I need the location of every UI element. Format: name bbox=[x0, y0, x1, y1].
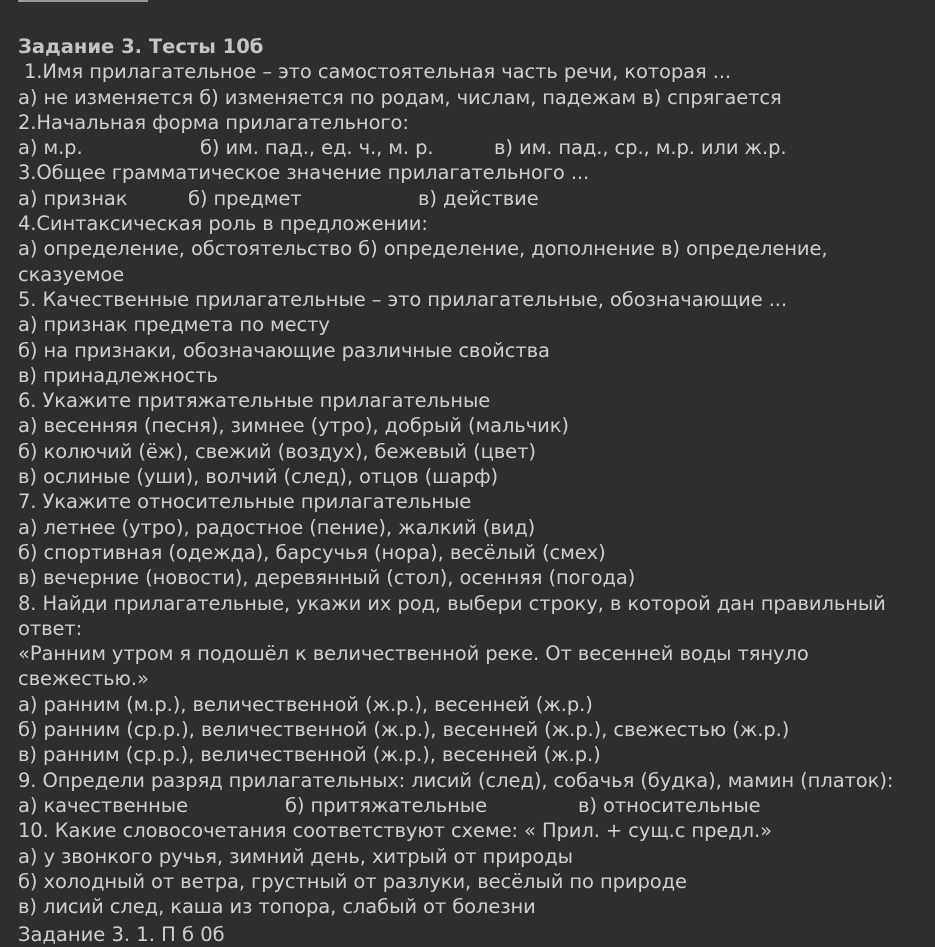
question-9-answers bbox=[18, 793, 923, 818]
question-3-answers bbox=[18, 186, 923, 211]
question-7-answer-a: а) летнее (утро), радостное (пение), жалкий (вид) bbox=[18, 515, 536, 539]
question-8-quote-continued: свежестью.» bbox=[18, 667, 149, 691]
answer-b: б) им. пад., ед. ч., м. р. bbox=[200, 136, 434, 160]
question-10-answer-b: б) холодный от ветра, грустный от разлуки, весёлый по природе bbox=[18, 869, 687, 893]
question-8-answer-c: в) ранним (ср.р.), величественной (ж.р.), весенней (ж.р.) bbox=[18, 743, 601, 767]
answer-c: в) им. пад., ср., м.р. или ж.р. bbox=[494, 136, 787, 160]
next-task-cut-off: Задание 3. 1. П б 0б bbox=[18, 923, 225, 946]
question-9: 9. Определи разряд прилагательных: лисий (след), собачья (будка), мамин (платок): bbox=[18, 768, 894, 792]
answer-b: б) предмет bbox=[188, 186, 302, 210]
question-4: 4.Синтаксическая роль в предложении: bbox=[18, 212, 428, 236]
question-2: 2.Начальная форма прилагательного: bbox=[18, 110, 409, 134]
question-4-answers-continued: сказуемое bbox=[18, 262, 125, 286]
question-8-answer-a: а) ранним (м.р.), величественной (ж.р.), весенней (ж.р.) bbox=[18, 692, 593, 716]
question-7-answer-b: б) спортивная (одежда), барсучья (нора), весёлый (смех) bbox=[18, 540, 606, 564]
question-8: 8. Найди прилагательные, укажи их род, выбери строку, в которой дан правильный bbox=[18, 591, 886, 615]
question-8-quote: «Ранним утром я подошёл к величественной реке. От весенней воды тянуло bbox=[18, 642, 809, 666]
question-10-answer-a: а) у звонкого ручья, зимний день, хитрый от природы bbox=[18, 844, 573, 868]
question-6-answer-c: в) ослиные (уши), волчий (след), отцов (шарф) bbox=[18, 465, 499, 489]
task-title: Задание 3. Тесты 10б bbox=[18, 35, 264, 58]
question-3: 3.Общее грамматическое значение прилагательного ... bbox=[18, 161, 590, 185]
question-4-answers: а) определение, обстоятельство б) определение, дополнение в) определение, bbox=[18, 237, 828, 261]
question-10-answer-c: в) лисий след, каша из топора, слабый от болезни bbox=[18, 895, 536, 919]
question-10: 10. Какие словосочетания соответствуют схеме: « Прил. + сущ.с предл.» bbox=[18, 819, 772, 843]
answer-c: в) относительные bbox=[578, 793, 761, 817]
question-6: 6. Укажите притяжательные прилагательные bbox=[18, 389, 491, 413]
question-7: 7. Укажите относительные прилагательные bbox=[18, 490, 472, 514]
question-6-answer-b: б) колючий (ёж), свежий (воздух), бежевый (цвет) bbox=[18, 439, 536, 463]
question-5-answer-b: б) на признаки, обозначающие различные свойства bbox=[18, 338, 550, 362]
question-1: 1.Имя прилагательное – это самостоятельная часть речи, которая ... bbox=[24, 60, 732, 84]
question-7-answer-c: в) вечерние (новости), деревянный (стол), осенняя (погода) bbox=[18, 566, 636, 590]
question-5-answer-c: в) принадлежность bbox=[18, 363, 218, 387]
question-8-answer-b: б) ранним (ср.р.), величественной (ж.р.), весенней (ж.р.), свежестью (ж.р.) bbox=[18, 718, 790, 742]
question-5: 5. Качественные прилагательные – это прилагательные, обозначающие ... bbox=[18, 287, 788, 311]
question-5-answer-a: а) признак предмета по месту bbox=[18, 313, 330, 337]
question-2-answers bbox=[18, 135, 923, 160]
answer-a: а) качественные bbox=[18, 793, 188, 817]
task-document bbox=[18, 34, 923, 919]
answer-a: а) м.р. bbox=[18, 136, 83, 160]
question-8-continued: ответ: bbox=[18, 616, 83, 640]
question-1-answers: а) не изменяется б) изменяется по родам, числам, падежам в) спрягается bbox=[18, 85, 782, 109]
answer-c: в) действие bbox=[418, 186, 539, 210]
question-6-answer-a: а) весенняя (песня), зимнее (утро), добрый (мальчик) bbox=[18, 414, 569, 438]
answer-b: б) притяжательные bbox=[285, 793, 487, 817]
top-divider bbox=[18, 0, 148, 2]
answer-a: а) признак bbox=[18, 186, 128, 210]
